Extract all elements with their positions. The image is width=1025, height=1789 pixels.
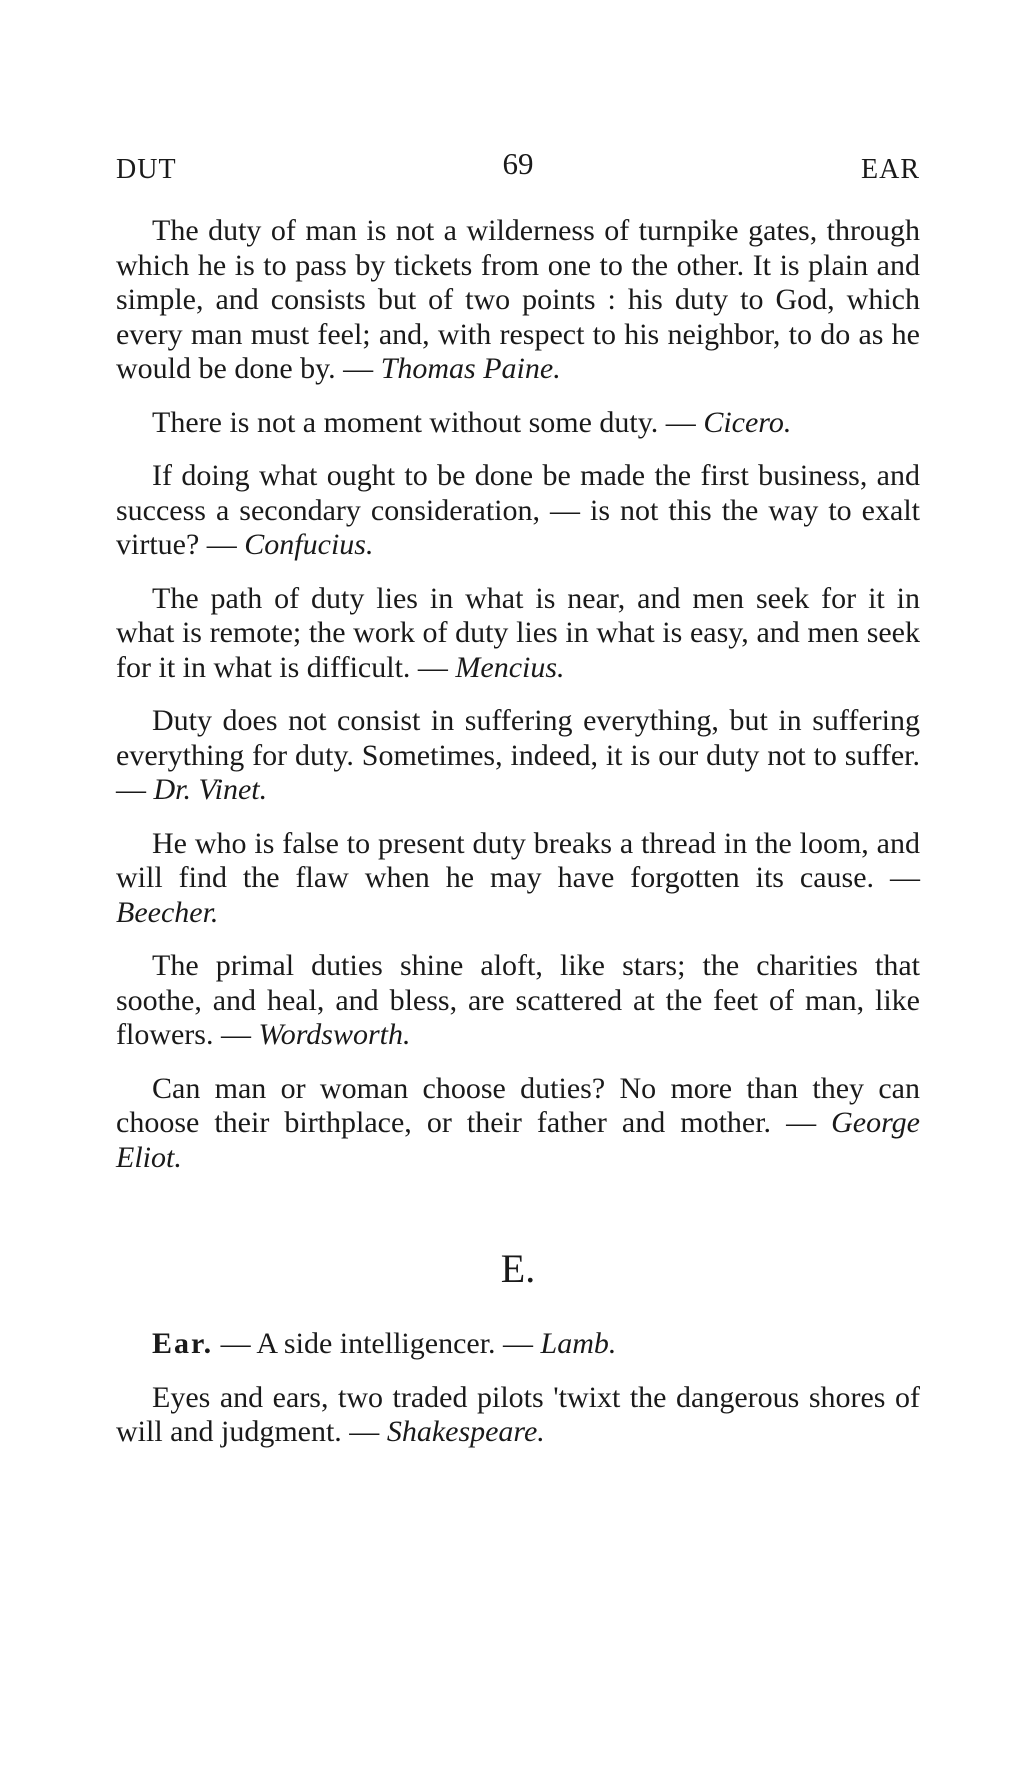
header-left-guide-word: DUT	[116, 154, 177, 185]
quote-paragraph	[116, 459, 920, 563]
quote-text: There is not a moment without some duty. —	[152, 405, 704, 439]
quote-paragraph	[116, 582, 920, 686]
quote-text: — A side intelligencer. —	[213, 1327, 541, 1360]
quote-text: The duty of man is not a wilderness of turnpike gates, through which he is to pass by tickets from one to the other. It is plain and simple, and consists but of two points : his duty to God, which every man must feel; and, with respect to his neighbor, to do as he would be done by. —	[116, 214, 920, 385]
quote-author: Beecher.	[116, 895, 219, 929]
quote-text: If doing what ought to be done be made the first business, and success a secondary consideration, — is not this the way to exalt virtue? —	[116, 459, 920, 561]
quote-text: He who is false to present duty breaks a thread in the loom, and will find the flaw when he may have forgotten its cause. —	[116, 826, 920, 894]
quote-text: Eyes and ears, two traded pilots 'twixt the dangerous shores of will and judgment. —	[116, 1380, 920, 1448]
quote-author: Mencius.	[455, 650, 565, 684]
quote-paragraph	[116, 949, 920, 1053]
quote-paragraph	[116, 1072, 920, 1176]
quote-author: Lamb.	[540, 1327, 617, 1360]
quote-author: Confucius.	[244, 528, 374, 561]
quote-paragraph	[116, 1381, 920, 1450]
quote-text: Can man or woman choose duties? No more than they can choose their birthplace, or their father and mother. —	[116, 1071, 920, 1139]
quote-text: Duty does not consist in suffering everything, but in suffering everything for duty. Sometimes, indeed, it is our duty not to suffer. —	[116, 704, 920, 806]
quote-text: The path of duty lies in what is near, and men seek for it in what is remote; the work of duty lies in what is easy, and men seek for it in what is difficult. —	[116, 581, 920, 684]
header-right-guide-word: EAR	[861, 154, 920, 185]
page-number: 69	[502, 146, 534, 181]
section-heading-letter: E.	[500, 1246, 536, 1291]
quote-author: Wordsworth.	[258, 1018, 411, 1051]
quote-paragraph	[116, 704, 920, 808]
quote-paragraph	[116, 827, 920, 931]
quote-author: George Eliot.	[116, 1106, 920, 1174]
quote-text: The primal duties shine aloft, like stars; the charities that soothe, and heal, and bless, are scattered at the feet of man, like flowers. —	[116, 949, 920, 1051]
quote-author: Thomas Paine.	[380, 352, 561, 385]
ear-entry-paragraph	[116, 1327, 920, 1362]
page-body	[116, 214, 920, 1469]
quote-author: Cicero.	[703, 405, 792, 439]
quote-author: Shakespeare.	[386, 1415, 545, 1448]
quote-author: Dr. Vinet.	[153, 773, 268, 806]
quote-paragraph	[116, 214, 920, 387]
quote-paragraph	[116, 406, 920, 441]
running-header	[116, 146, 920, 186]
entry-keyword: Ear.	[152, 1327, 214, 1360]
